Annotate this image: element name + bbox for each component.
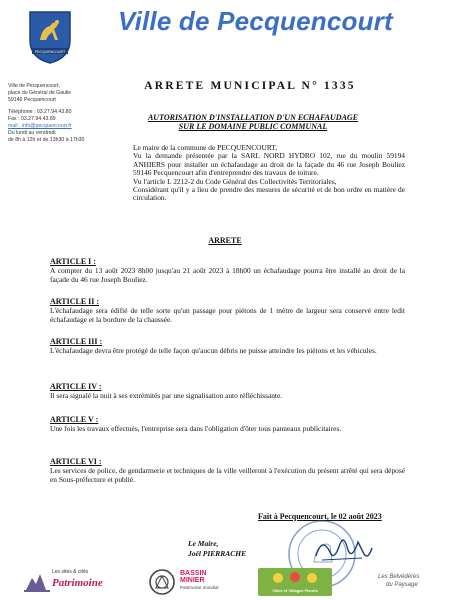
arrete-heading: ARRETE (208, 236, 242, 245)
article-text: L'échafaudage sera édifié de telle sorte qu'un passage pour piétons de 1 mètre de largeur sera conservé entre ledit échafaudage et la bordure de la chaussée. (50, 306, 405, 324)
villes-fleuris-label: Villes et Villages Fleuris (272, 588, 318, 593)
article-1 (50, 258, 405, 284)
contact-line-postcode: 59146 Pecquencourt (8, 97, 56, 103)
article-heading: ARTICLE IV : (50, 382, 102, 391)
subject-line-1: AUTORISATION D'INSTALLATION D'UN ECHAFAUDAGE (147, 113, 359, 122)
article-heading: ARTICLE V : (50, 415, 99, 424)
patrimoine-logo-big: Patrimoine (52, 577, 103, 589)
bassin-minier-logo-icon (148, 568, 176, 596)
article-text: L'échafaudage devra être protégé de telle façon qu'aucun débris ne puisse atteindre les piétons et les véhicules. (50, 346, 377, 356)
article-heading: ARTICLE III : (50, 337, 103, 346)
handwritten-signature (312, 532, 374, 566)
bassin-minier-line3: Patrimoine mondial (180, 585, 219, 590)
article-heading: ARTICLE I : (50, 257, 96, 266)
belvederes-line1: Les Belvédères (378, 574, 420, 580)
contact-line-hours-days: Du lundi au vendredi (8, 130, 56, 136)
contact-line-hours-times: de 8h à 12h et de 13h30 à 17h30 (8, 137, 85, 143)
article-6 (50, 458, 405, 484)
document-subject (118, 113, 388, 131)
contact-line-address: place du Général de Gaulle (8, 90, 72, 96)
article-text: Les services de police, de gendarmerie et techniques de la ville veilleront à l'exécution du présent arrêté qui sera déposé en Sous-préfecture et publié. (50, 466, 405, 484)
signatory-role: Le Maire, (188, 539, 219, 548)
place-and-date: Fait à Pecquencourt, le 02 août 2023 (258, 512, 382, 521)
flower-icon (258, 568, 332, 588)
contact-line-phone: Téléphone : 03.27.94.43.80 (8, 109, 72, 115)
article-text: A compter du 13 août 2023 8h00 jusqu'au 21 août 2023 à 18h00 un échafaudage pourra être installé au droit de la façade du 46 rue Joseph Bouliez. (50, 266, 405, 284)
signatory-name: Joël PIERRACHE (188, 549, 247, 558)
patrimoine-logo-small: Les sites & cités (52, 569, 89, 575)
article-5 (50, 416, 405, 434)
document-title: ARRETE MUNICIPAL N° 1335 (144, 80, 356, 92)
preamble (133, 144, 405, 203)
contact-line-email[interactable]: mail : info@pecquencourt.fr (8, 123, 72, 129)
preamble-considering: Considérant qu'il y a lieu de prendre des mesures de sécurité et de bon ordre en matière de circulation. (133, 185, 405, 203)
bassin-minier-line2: MINIER (180, 577, 205, 584)
contact-line-town: Ville de Pecquencourt, (8, 83, 60, 89)
crest-label: PECQUENCOURT (34, 50, 66, 54)
article-text: Une fois les travaux effectués, l'entreprise sera dans l'obligation d'ôter tous panneaux publicitaires. (50, 424, 342, 434)
article-heading: ARTICLE VI : (50, 457, 102, 466)
article-4 (50, 383, 405, 401)
preamble-legal-basis: Vu l'article L 2212-2 du Code Général des Collectivités Territoriales, (133, 176, 337, 186)
subject-line-2: SUR LE DOMAINE PUBLIC COMMUNAL (178, 122, 328, 131)
contact-sidebar (8, 83, 120, 144)
article-text: Il sera signalé la nuit à ses extrémités par une signalisation auto réfléchissante. (50, 391, 283, 401)
town-crest-logo (28, 10, 72, 64)
page-title: Ville de Pecquencourt (118, 6, 393, 36)
contact-line-fax: Fax : 03.27.94.43.89 (8, 116, 56, 122)
article-3 (50, 338, 405, 356)
preamble-request: Vu la demande présentée par la SARL NORD HYDRO 102, rue du moulin 59194 ANHIERS pour installer un échafaudage au droit de la façade du 46 rue Joseph Bouliez 59146 Pecquencourt afin d'entreprendre des travaux de toiture. (133, 151, 405, 178)
belvederes-line2: du Paysage (386, 582, 418, 588)
bassin-minier-line1: BASSIN (180, 570, 207, 577)
article-2 (50, 298, 405, 324)
article-heading: ARTICLE II : (50, 297, 100, 306)
preamble-mayor: Le maire de la commune de PECQUENCOURT, (133, 143, 278, 152)
